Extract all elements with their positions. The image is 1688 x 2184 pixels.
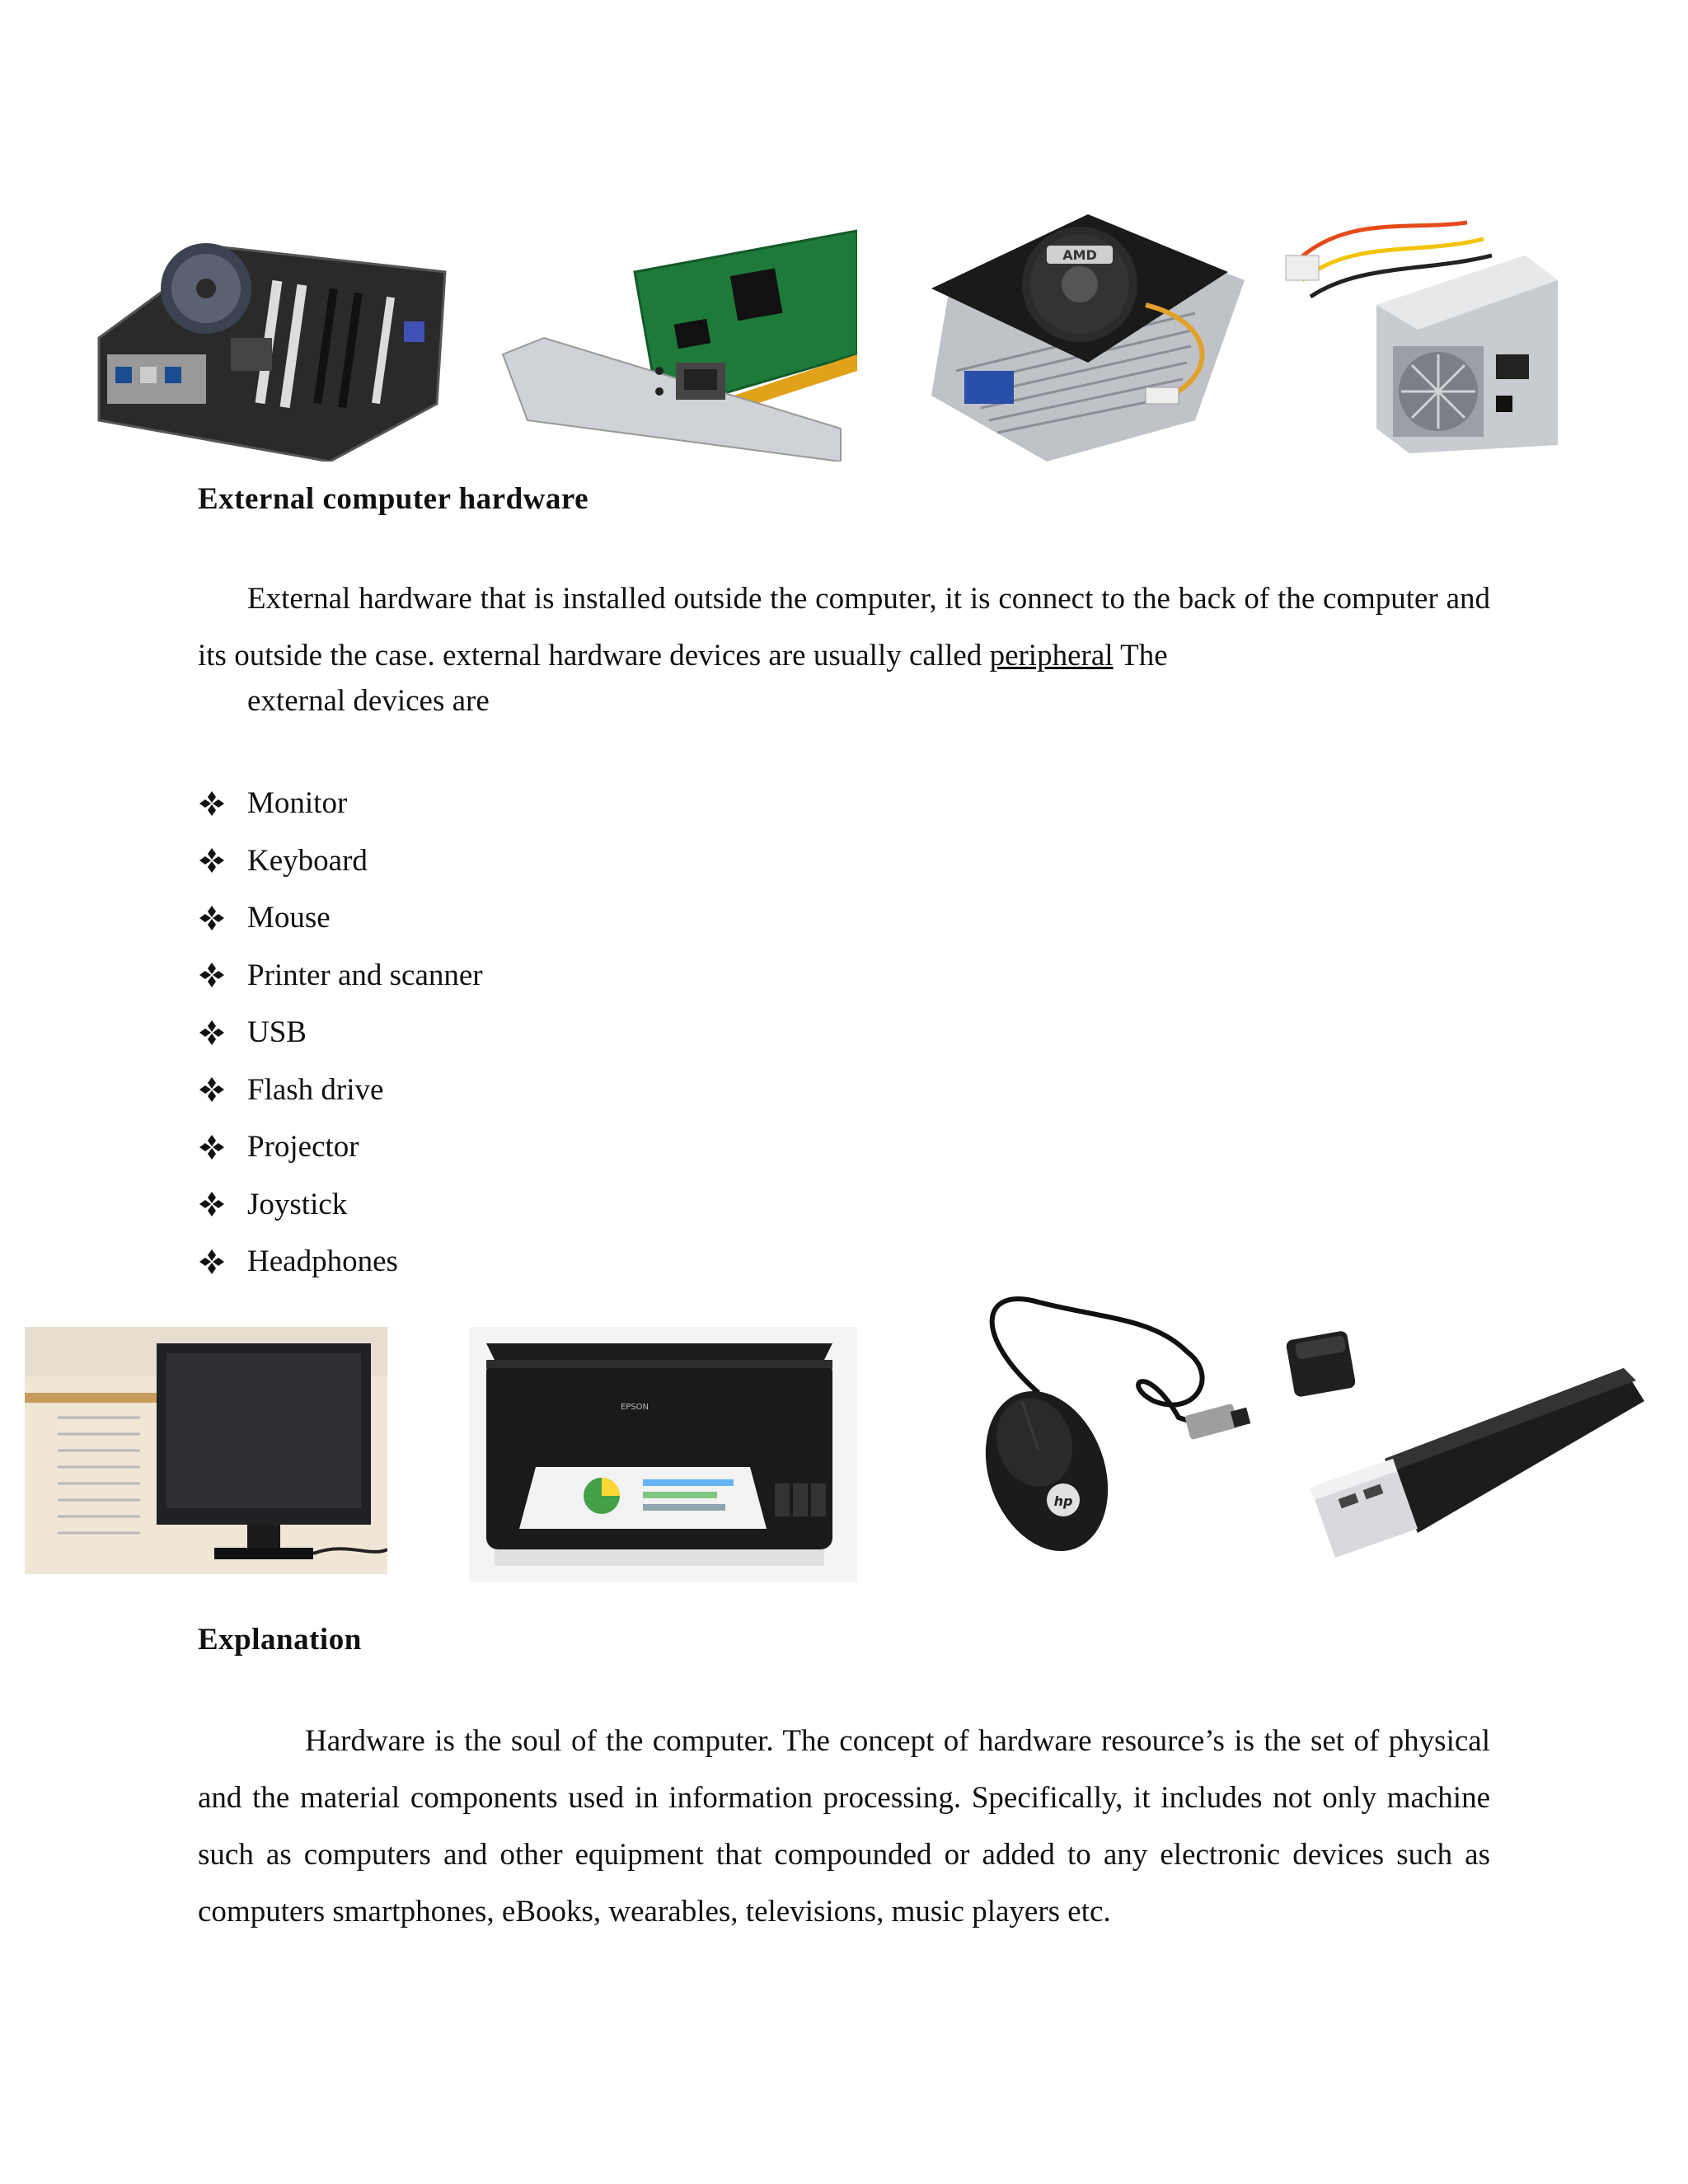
usb-flash-drive-image bbox=[1278, 1319, 1648, 1558]
external-hardware-paragraph bbox=[198, 570, 1490, 722]
diamond-bullet-icon bbox=[198, 790, 226, 818]
external-hardware-heading: External computer hardware bbox=[198, 482, 589, 516]
diamond-bullet-icon bbox=[198, 1133, 226, 1161]
external-hardware-image-strip bbox=[0, 1286, 1688, 1582]
list-item-label: Flash drive bbox=[247, 1072, 384, 1107]
cpu-cooler-image bbox=[898, 206, 1245, 462]
diamond-bullet-icon bbox=[198, 904, 226, 932]
list-item bbox=[198, 1062, 483, 1119]
external-devices-list bbox=[198, 775, 483, 1291]
diamond-bullet-icon bbox=[198, 1248, 226, 1276]
list-item bbox=[198, 832, 483, 890]
power-supply-image bbox=[1278, 206, 1558, 462]
printer-image bbox=[470, 1327, 857, 1582]
list-item bbox=[198, 1004, 483, 1062]
list-item bbox=[198, 1233, 483, 1291]
list-item bbox=[198, 775, 483, 832]
list-item bbox=[198, 1176, 483, 1234]
list-item-label: Joystick bbox=[247, 1187, 348, 1221]
list-item-label: Projector bbox=[247, 1130, 359, 1165]
explanation-paragraph: Hardware is the soul of the computer. The concept of hardware resource’s is the set of physical and the material components used in information processing. Specifically, it includes not only machine such as computers and other equipment that compounded or added to any electronic devices such as computers smartphones, eBooks, wearables, televisions, music players etc. bbox=[198, 1724, 1490, 1929]
printer-brand-label: EPSON bbox=[620, 1403, 649, 1412]
paragraph-main-text: External hardware that is installed outside the computer, it is connect to the back of the computer and its outside the case. external hardware devices are usually called bbox=[198, 582, 1490, 673]
diamond-bullet-icon bbox=[198, 961, 226, 989]
list-item-label: USB bbox=[247, 1015, 307, 1050]
paragraph-last-line: external devices are bbox=[247, 684, 490, 718]
diamond-bullet-icon bbox=[198, 1019, 226, 1047]
mouse-brand-label: hp bbox=[1053, 1493, 1073, 1509]
list-item-label: Headphones bbox=[247, 1244, 398, 1279]
list-item-label: Monitor bbox=[247, 786, 348, 821]
network-card-image bbox=[495, 223, 857, 462]
list-item bbox=[198, 1118, 483, 1176]
diamond-bullet-icon bbox=[198, 1076, 226, 1104]
cooler-brand-label: AMD bbox=[1062, 247, 1097, 263]
monitor-image bbox=[25, 1327, 387, 1574]
list-item-label: Mouse bbox=[247, 901, 331, 935]
internal-hardware-image-strip bbox=[0, 198, 1688, 470]
list-item-label: Keyboard bbox=[247, 843, 368, 878]
peripheral-term: peripheral bbox=[989, 639, 1114, 673]
list-item-label: Printer and scanner bbox=[247, 958, 483, 992]
diamond-bullet-icon bbox=[198, 846, 226, 874]
motherboard-image bbox=[82, 214, 453, 462]
list-item bbox=[198, 947, 483, 1005]
explanation-heading: Explanation bbox=[198, 1623, 362, 1657]
paragraph-tail-text: The bbox=[1120, 639, 1168, 673]
list-item bbox=[198, 889, 483, 947]
diamond-bullet-icon bbox=[198, 1190, 226, 1218]
mouse-image bbox=[940, 1286, 1253, 1566]
